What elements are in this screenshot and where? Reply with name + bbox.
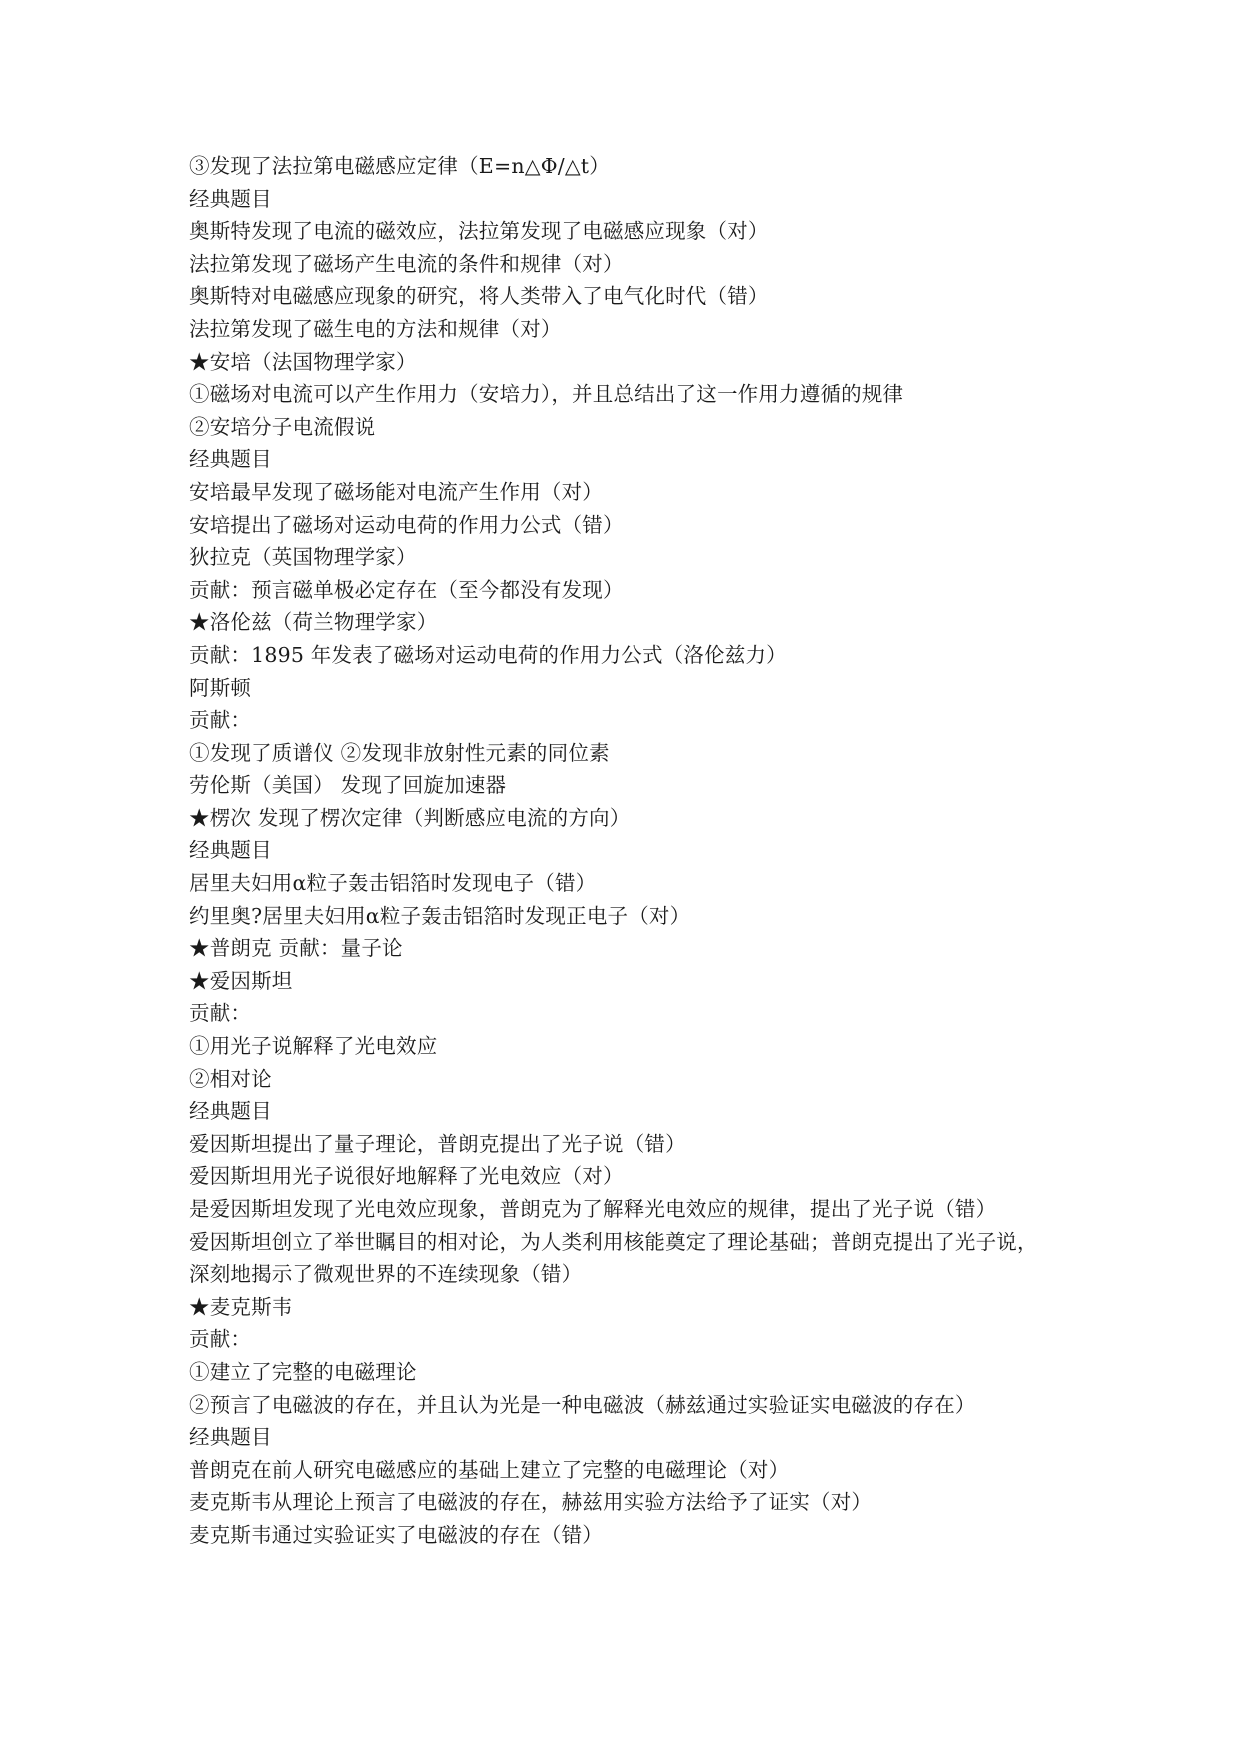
text-line: ②安培分子电流假说 — [189, 414, 376, 439]
text-line: ★普朗克 贡献：量子论 — [189, 936, 403, 961]
text-line: 贡献：预言磁单极必定存在（至今都没有发现） — [189, 577, 624, 602]
text-line: 奥斯特发现了电流的磁效应，法拉第发现了电磁感应现象（对） — [189, 219, 769, 244]
text-line: 经典题目 — [189, 447, 272, 472]
text-line: 普朗克在前人研究电磁感应的基础上建立了完整的电磁理论（对） — [189, 1457, 790, 1482]
text-line: 劳伦斯（美国） 发现了回旋加速器 — [189, 773, 507, 798]
text-line: 法拉第发现了磁生电的方法和规律（对） — [189, 316, 562, 341]
text-line: 居里夫妇用α粒子轰击铝箔时发现电子（错） — [189, 871, 597, 896]
text-line: 安培最早发现了磁场能对电流产生作用（对） — [189, 479, 603, 504]
text-line: 经典题目 — [189, 186, 272, 211]
text-line: 麦克斯韦通过实验证实了电磁波的存在（错） — [189, 1522, 603, 1547]
text-line: 约里奥?居里夫妇用α粒子轰击铝箔时发现正电子（对） — [189, 903, 691, 928]
text-line: 贡献： — [189, 1001, 252, 1026]
text-line: ②相对论 — [189, 1066, 272, 1091]
text-line: ★麦克斯韦 — [189, 1294, 293, 1319]
text-line: 狄拉克（英国物理学家） — [189, 545, 417, 570]
text-line: 阿斯顿 — [189, 675, 252, 700]
text-line: 贡献： — [189, 708, 252, 733]
text-line: ★爱因斯坦 — [189, 968, 293, 993]
text-line: ★安培（法国物理学家） — [189, 349, 417, 374]
text-line: 麦克斯韦从理论上预言了电磁波的存在，赫兹用实验方法给予了证实（对） — [189, 1490, 873, 1515]
text-line: 安培提出了磁场对运动电荷的作用力公式（错） — [189, 512, 624, 537]
text-line: 经典题目 — [189, 838, 272, 863]
text-line: 奥斯特对电磁感应现象的研究，将人类带入了电气化时代（错） — [189, 284, 769, 309]
text-line: ①用光子说解释了光电效应 — [189, 1034, 438, 1059]
text-line: ①磁场对电流可以产生作用力（安培力），并且总结出了这一作用力遵循的规律 — [189, 382, 904, 407]
text-line: 是爱因斯坦发现了光电效应现象，普朗克为了解释光电效应的规律，提出了光子说（错） — [189, 1197, 997, 1221]
text-line: 爱因斯坦用光子说很好地解释了光电效应（对） — [189, 1164, 624, 1189]
text-line: 法拉第发现了磁场产生电流的条件和规律（对） — [189, 251, 624, 276]
text-line: ★洛伦兹（荷兰物理学家） — [189, 610, 438, 635]
text-line: 经典题目 — [189, 1099, 272, 1124]
text-line: ①建立了完整的电磁理论 — [189, 1359, 417, 1384]
text-line: ②预言了电磁波的存在，并且认为光是一种电磁波（赫兹通过实验证实电磁波的存在） — [189, 1392, 976, 1417]
text-line: 贡献：1895 年发表了磁场对运动电荷的作用力公式（洛伦兹力） — [189, 642, 787, 667]
text-line: ①发现了质谱仪 ②发现非放射性元素的同位素 — [189, 740, 610, 765]
text-line: ③发现了法拉第电磁感应定律（E=n△Φ/△t） — [189, 154, 610, 178]
text-line: ★楞次 发现了楞次定律（判断感应电流的方向） — [189, 805, 631, 830]
text-line: 深刻地揭示了微观世界的不连续现象（错） — [189, 1262, 583, 1287]
text-line: 爱因斯坦提出了量子理论，普朗克提出了光子说（错） — [189, 1131, 686, 1156]
text-line: 经典题目 — [189, 1425, 272, 1450]
text-line: 贡献： — [189, 1327, 252, 1352]
text-line: 爱因斯坦创立了举世瞩目的相对论，为人类利用核能奠定了理论基础；普朗克提出了光子说， — [189, 1229, 1038, 1254]
document-body — [189, 150, 1089, 1552]
